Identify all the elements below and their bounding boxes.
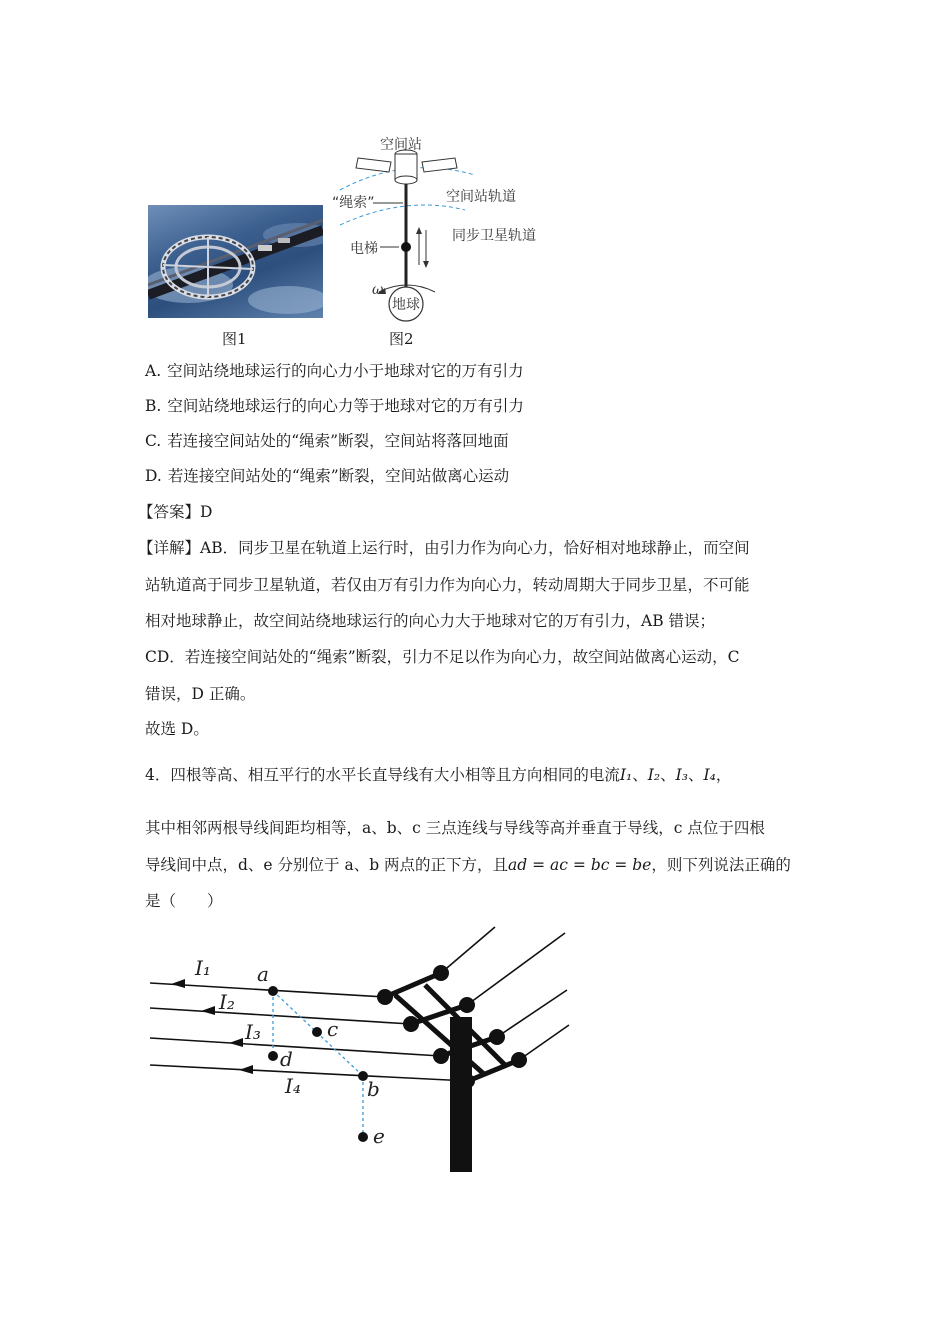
option-text: 空间站绕地球运行的向心力小于地球对它的万有引力 [167, 362, 524, 380]
point-d [268, 1051, 278, 1061]
label-i2: I₂ [219, 990, 235, 1014]
option-text: 若连接空间站处的“绳索”断裂，空间站做离心运动 [167, 467, 510, 485]
question4-line1: 4．四根等高、相互平行的水平长直导线有大小相等且方向相同的电流I₁、I₂、I₃、I₄， [145, 766, 732, 784]
label-d: d [280, 1047, 293, 1071]
detail-line-1: 【详解】AB．同步卫星在轨道上运行时，由引力作为向心力，恰好相对地球静止，而空间 [138, 539, 750, 557]
label-rope: “绳索” [332, 195, 375, 211]
label-omega: ω [372, 282, 384, 298]
detail-line-3: 相对地球静止，故空间站绕地球运行的向心力大于地球对它的万有引力，AB 错误； [145, 612, 716, 630]
detail-line-2: 站轨道高于同步卫星轨道，若仅由万有引力作为向心力，转动周期大于同步卫星，不可能 [145, 576, 750, 594]
utility-pole [450, 1017, 472, 1172]
question-number: 4． [145, 766, 171, 784]
answer-label: 【答案】 [138, 503, 201, 521]
label-c: c [327, 1017, 339, 1041]
label-a: a [257, 962, 269, 986]
wire-3 [150, 1038, 441, 1056]
answer-line [138, 502, 212, 522]
detail-line-6: 故选 D。 [145, 720, 209, 738]
solar-panel-left [356, 158, 391, 172]
current-i3: I₃ [675, 766, 688, 784]
current-i4: I₄ [703, 766, 716, 784]
distance-equation: ad = ac = bc = be [508, 856, 652, 874]
option-text: 空间站绕地球运行的向心力等于地球对它的万有引力 [167, 397, 524, 415]
answer-value: D [200, 503, 213, 521]
label-station-orbit: 空间站轨道 [446, 189, 516, 205]
detail-line-4: CD．若连接空间站处的“绳索”断裂，引力不足以作为向心力，故空间站做离心运动，C [145, 648, 740, 666]
detail-label: 【详解】 [138, 539, 201, 557]
point-a [268, 986, 278, 996]
label-i3: I₃ [245, 1020, 261, 1044]
current-i2: I₂ [647, 766, 661, 784]
label-i4: I₄ [285, 1074, 301, 1098]
elevator-dot [401, 242, 411, 252]
label-i1: I₁ [195, 956, 211, 980]
option-a [145, 361, 524, 381]
detail-line-5: 错误，D 正确。 [145, 685, 256, 703]
current-i1: I₁ [619, 766, 633, 784]
question4-line2: 其中相邻两根导线间距均相等，a、b、c 三点连线与导线等高并垂直于导线，c 点位于四根 [145, 819, 765, 837]
option-d [145, 466, 509, 486]
question4-line4: 是（ ） [145, 892, 223, 910]
label-b: b [367, 1077, 380, 1101]
space-elevator-photo-art [148, 205, 323, 318]
option-letter: B. [145, 397, 162, 415]
label-sync-orbit: 同步卫星轨道 [452, 228, 536, 244]
option-c [145, 431, 509, 451]
point-c [312, 1027, 322, 1037]
label-earth: 地球 [392, 297, 420, 313]
option-text: 若连接空间站处的“绳索”断裂，空间站将落回地面 [167, 432, 509, 450]
figure2-caption: 图2 [389, 330, 414, 348]
label-e: e [373, 1124, 385, 1148]
figure1-caption: 图1 [222, 330, 247, 348]
option-letter: C. [145, 432, 162, 450]
option-letter: A. [145, 362, 162, 380]
option-letter: D. [145, 467, 162, 485]
power-lines-figure [145, 925, 575, 1175]
point-e [358, 1132, 368, 1142]
label-elevator: 电梯 [350, 241, 378, 257]
question4-line3: 导线间中点，d、e 分别位于 a、b 两点的正下方，且ad = ac = bc = be，则下列说法正确的 [145, 856, 791, 874]
option-b [145, 396, 524, 416]
wire-4 [150, 1065, 468, 1081]
wire-2 [150, 1008, 411, 1024]
space-elevator-photo [148, 205, 323, 318]
label-station: 空间站 [380, 137, 422, 153]
